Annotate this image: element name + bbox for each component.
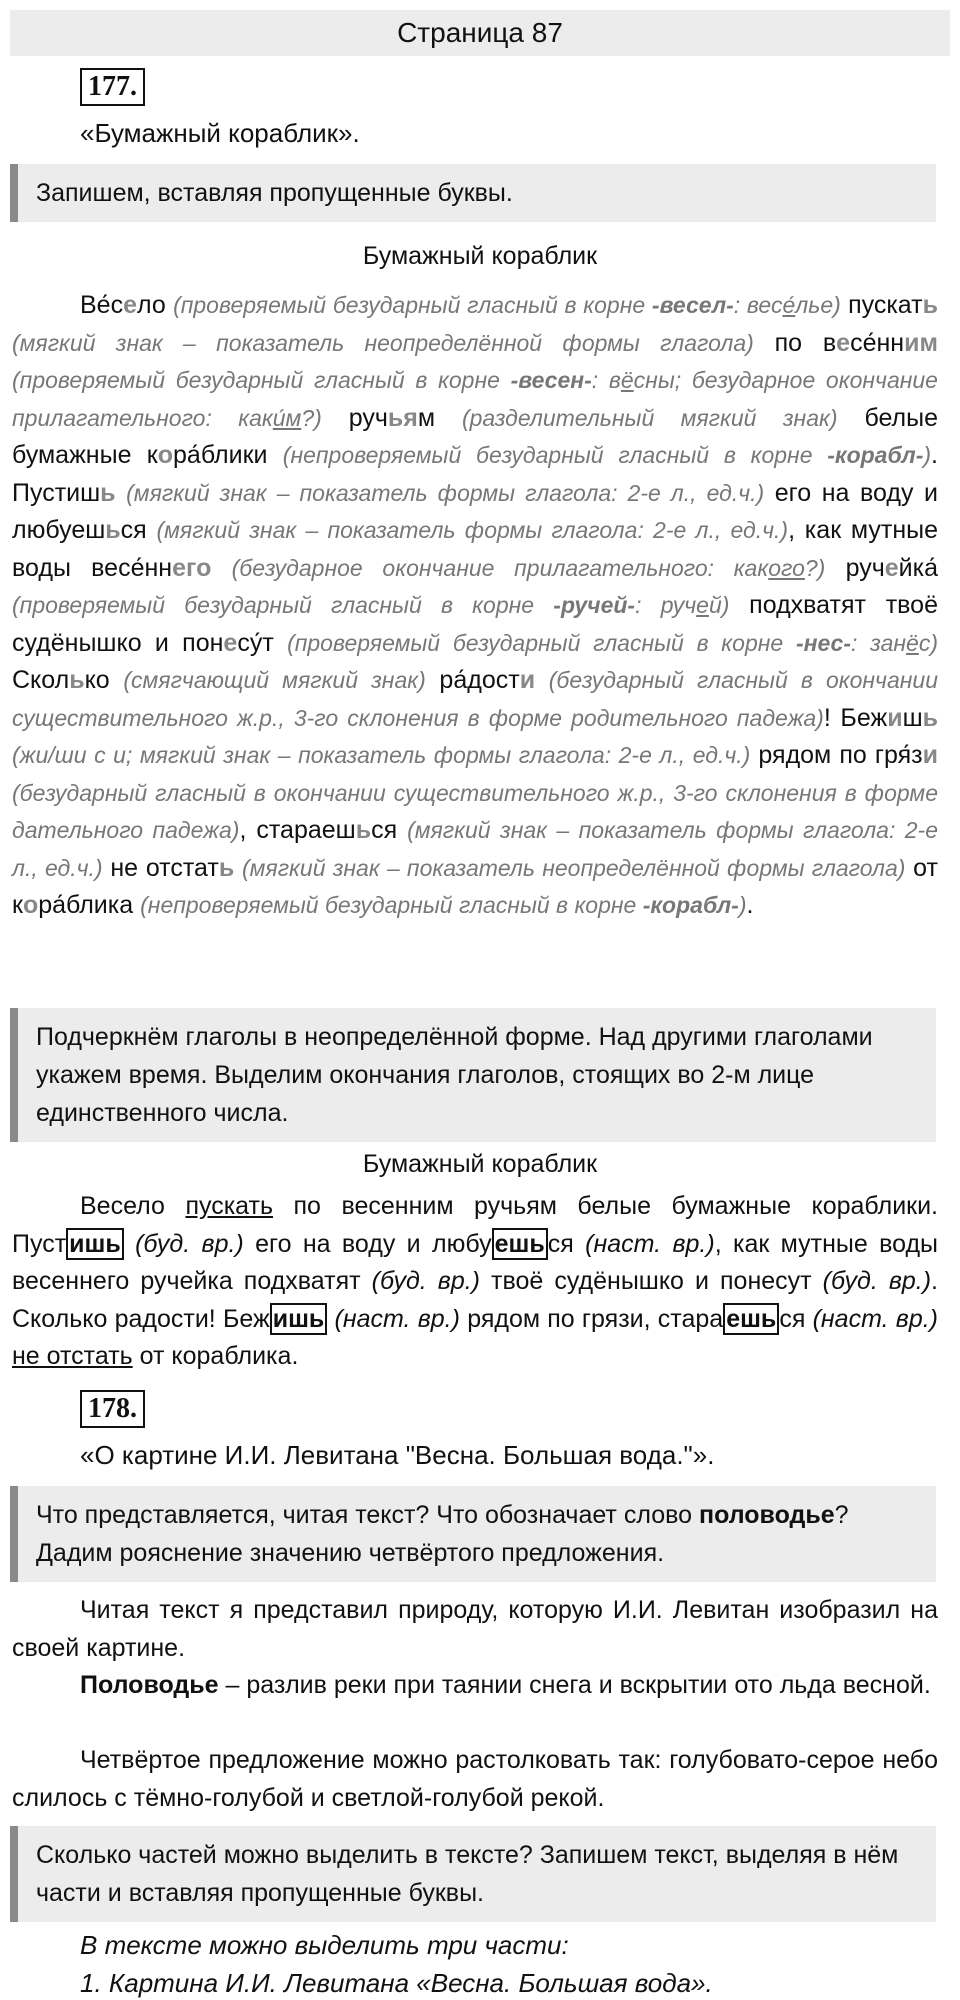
answer-paragraph-3: Четвёртое предложение можно растолковать так: голубовато-серое небо слилось с тёмно-голубой и светлой-голубой рекой.: [12, 1746, 938, 1812]
answer-paragraph-2: Половодье – разлив реки при таянии снега и вскрытии ото льда весной.: [80, 1671, 931, 1699]
task-box-2: Подчеркнём глаголы в неопределённой форме. Над другими глаголами укажем время. Выделим окончания глаголов, стоящих во 2-м лице единственного числа.: [10, 1008, 936, 1142]
task-box-4: Сколько частей можно выделить в тексте? Запишем текст, выделяя в нём части и вставляя пропущенные буквы.: [10, 1826, 936, 1922]
verb-analysis-text: Весело пускать по весенним ручьям белые бумажные кораблики. Пуст ишь (буд. вр.) его на воду и любу ешь ся (наст. вр.), как мутные воды весеннего ручейка подхватят (буд. вр.) твоё судёнышко и понесут (буд. вр.). Сколько радости! Беж ишь (наст. вр.) рядом по грязи, стара ешь ся (наст. вр.) не отстать от кораблика.: [12, 1192, 939, 1370]
part-1: 1. Картина И.И. Левитана «Весна. Большая вода».: [80, 1968, 713, 1998]
text-title: Бумажный кораблик: [362, 242, 598, 270]
exercise-number-177: 177.: [80, 68, 145, 106]
page-header: Страница 87: [10, 10, 950, 56]
answer-paragraph-1: Читая текст я представил природу, которую И.И. Левитан изобразил на своей картине.: [12, 1596, 938, 1662]
parts-intro: В тексте можно выделить три части:: [80, 1930, 569, 1960]
exercise-178-title: «О картине И.И. Левитана "Весна. Большая вода."».: [80, 1440, 715, 1470]
exercise-177-title: «Бумажный кораблик».: [80, 118, 360, 148]
task-box-3: Что представляется, читая текст? Что обозначает слово половодье? Дадим рояснение значению четвёртого предложения.: [10, 1486, 936, 1582]
task-box-1: Запишем, вставляя пропущенные буквы.: [10, 164, 936, 222]
annotated-text: Ве́село (проверяемый безударный гласный в корне -весел-: весе́лье) пускать (мягкий знак – показатель неопределённой формы глагола) по весе́нним (проверяемый безударный гласный в корне -весен-: вёсны; безударное окончание прилагательного: каки́м?) ручьям (разделительный мягкий знак) белые бумажные кора́блики (непроверяемый безударный гласный в корне -корабл-). Пустишь (мягкий знак – показатель формы глагола: 2-е л., ед.ч.) его на воду и любуешься (мягкий знак – показатель формы глагола: 2-е л., ед.ч.), как мутные воды весе́ннего (безударное окончание прилагательного: какого?) ручейка́ (проверяемый безударный гласный в корне -ручей-: ручей) подхватят твоё судёнышко и понесу́т (проверяемый безударный гласный в корне -нес-: занёс) Сколько (смягчающий мягкий знак) ра́дости (безударный гласный в окончании существительного ж.р., 3-го склонения в форме родительного падежа)! Бежишь (жи/ши с и; мягкий знак – показатель формы глагола: 2-е л., ед.ч.) рядом по гря́зи (безударный гласный в окончании существительного ж.р., 3-го склонения в форме дательного падежа), стараешься (мягкий знак – показатель формы глагола: 2-е л., ед.ч.) не отстать (мягкий знак – показатель неопределённой формы глагола) от кора́блика (непроверяемый безударный гласный в корне -корабл-).: [12, 291, 939, 919]
text-title-2: Бумажный кораблик: [362, 1150, 598, 1178]
exercise-number-178: 178.: [80, 1390, 145, 1428]
